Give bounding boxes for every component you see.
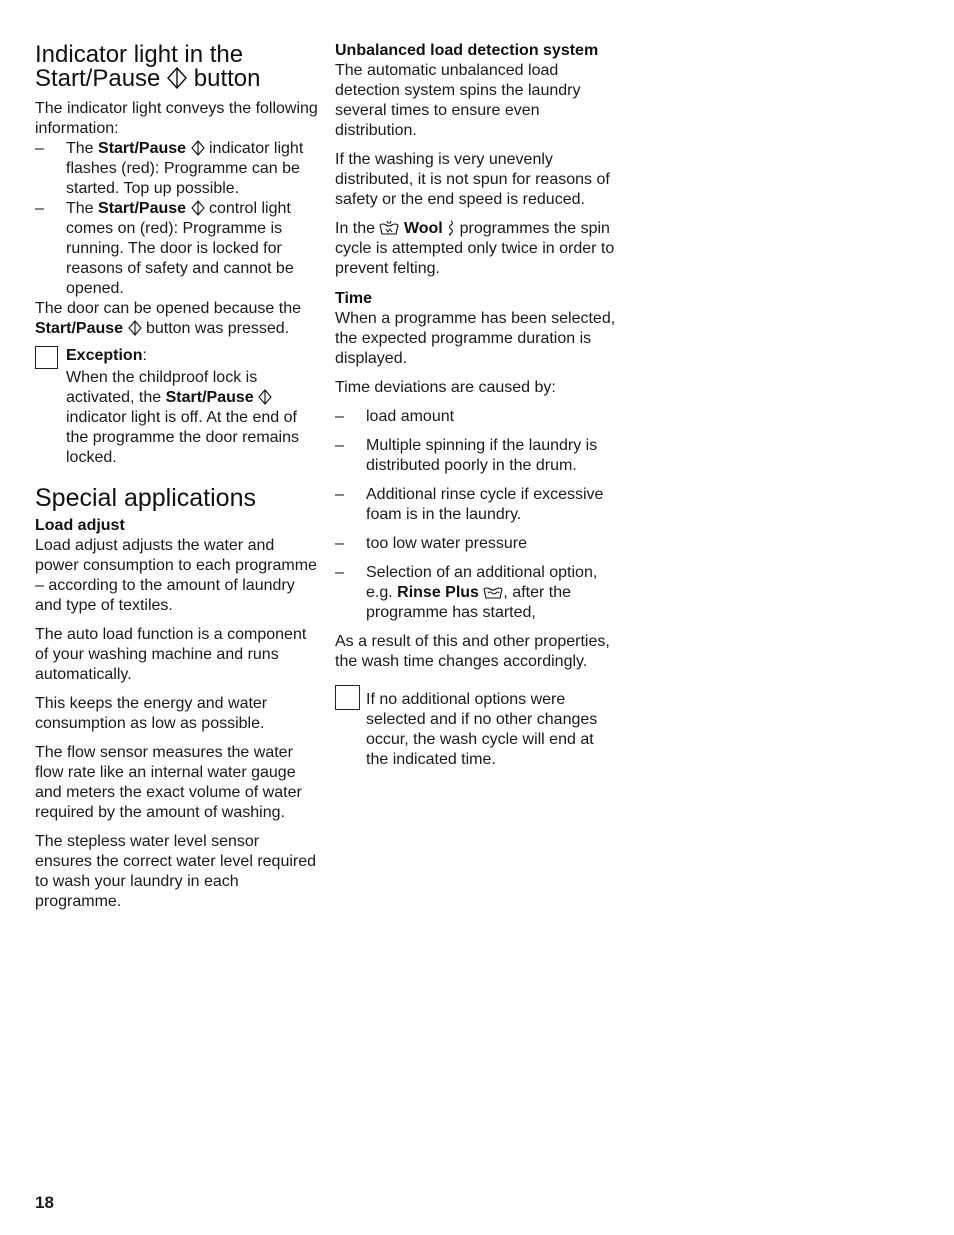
note-box-icon — [335, 685, 360, 710]
right-column — [335, 40, 620, 770]
paragraph: Load adjust adjusts the water and power consumption to each programme – according to the amount of laundry and type of textiles. — [35, 537, 317, 614]
list-item: – Selection of an additional option, e.g. Rinse Plus , after the programme has started, — [335, 563, 620, 623]
subheading-unbalanced: Unbalanced load detection system — [335, 42, 599, 59]
list-item: – The Start/Pause control light comes on (red): Programme is running. The door is locked for reasons of safety and cannot be opened. — [35, 199, 320, 299]
paragraph: The flow sensor measures the water flow rate like an internal water gauge and meters the exact volume of water required by the amount of washing. — [35, 744, 302, 821]
start-pause-icon — [191, 140, 205, 156]
paragraph: The auto load function is a component of your washing machine and runs automatically. — [35, 626, 307, 683]
title-line-2: Start/Pause — [35, 65, 161, 92]
list-item: – Multiple spinning if the laundry is distributed poorly in the drum. — [335, 436, 620, 476]
left-column — [35, 40, 320, 912]
paragraph: The automatic unbalanced load detection system spins the laundry several times to ensure even distribution. — [335, 62, 581, 139]
paragraph: This keeps the energy and water consumption as low as possible. — [35, 695, 268, 732]
exception-note: Exception: When the childproof lock is activated, the Start/Pause indicator light is off. At the end of the programme the door remains locked. — [35, 346, 320, 468]
section-title-special: Special applications — [35, 484, 256, 512]
paragraph: As a result of this and other properties, the wash time changes accordingly. — [335, 633, 610, 670]
start-pause-icon — [128, 320, 142, 336]
list-item: – too low water pressure — [335, 534, 620, 554]
paragraph: The stepless water level sensor ensures the correct water level required to wash your laundry in each programme. — [35, 833, 317, 910]
start-pause-icon — [258, 389, 272, 405]
exception-label: Exception — [66, 347, 143, 364]
wool-icon — [379, 220, 399, 236]
door-text: The door can be opened because the Start/Pause button was pressed. — [35, 300, 301, 337]
list-item: – load amount — [335, 407, 620, 427]
list-item: – Additional rinse cycle if excessive foam is in the laundry. — [335, 485, 620, 525]
subheading-load-adjust: Load adjust — [35, 517, 125, 534]
note-text: If no additional options were selected and if no other changes occur, the wash cycle will end at the indicated time. — [366, 691, 598, 768]
title-line-1: Indicator light in the — [35, 41, 244, 68]
start-pause-icon — [167, 67, 187, 89]
list-item: – The Start/Pause indicator light flashes (red): Programme can be started. Top up possible. — [35, 139, 320, 199]
note-box-icon — [35, 346, 58, 369]
paragraph: If the washing is very unevenly distributed, it is not spun for reasons of safety or the end speed is reduced. — [335, 151, 610, 208]
wool-icon — [447, 220, 455, 236]
intro-text: The indicator light conveys the following information: — [35, 100, 318, 137]
title-line-2-post: button — [193, 65, 261, 92]
info-note — [335, 685, 620, 770]
rinse-plus-icon — [483, 586, 503, 600]
paragraph: When a programme has been selected, the expected programme duration is displayed. — [335, 310, 616, 367]
section-title-indicator — [35, 43, 320, 91]
paragraph: Time deviations are caused by: — [335, 379, 556, 396]
subheading-time: Time — [335, 290, 373, 307]
wool-paragraph: In the Wool programmes the spin cycle is attempted only twice in order to prevent felting. — [335, 220, 615, 277]
start-pause-icon — [191, 200, 205, 216]
page-number: 18 — [35, 1193, 54, 1212]
